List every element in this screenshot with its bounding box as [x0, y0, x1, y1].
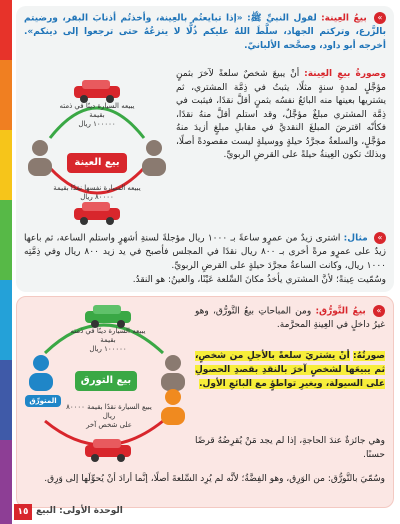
bullet-icon: »: [373, 305, 385, 317]
tawarruq-form-text: أنْ يشتريَ سلعةً بالأجلِ من شخصٍ، ثم يبيعَها لشخصٍ آخرَ بالنقدِ بقصدِ الحصولِ على السيولة، ويغيرِ تواطؤٍ مع البائعِ الأول.: [195, 351, 385, 389]
tawarruq-intro: ومن المباحاتِ بيعُ التَّورُّق، وهو غيرُ داخلٍ في العِينةِ المحرَّمة.: [195, 306, 385, 330]
inah-naming-paragraph: [24, 274, 386, 288]
car-icon: [74, 80, 120, 103]
tawarruq-form-paragraph: [195, 349, 385, 391]
inah-form-paragraph: [176, 68, 386, 163]
inah-title: بيعُ العِينة:: [321, 13, 367, 24]
tawarruq-naming: وسُمّيَ بالتَّورُّق: من الوَرِق، وهو الفِضَّةُ؛ لأنَّه لم يُرِد السِّلعةَ أصلًا، إنَّما أرادَ أنْ يُحوِّلَها إلى وَرِق.: [44, 474, 385, 484]
sidebar-band-purple: [0, 440, 12, 524]
sidebar-band-cyan: [0, 280, 12, 360]
inah-hadith: لقول النبيِّ ﷺ: «إذا تبايعتُم بالعِينة، وأخذتُم أذنابَ البقر، ورضيتم بالزَّرع، وتركتم الجهاد، سلَّطَ اللهُ عليكم ذُلًّا لا ينزعُهُ حتى ترجعوا إلى دينكم». أخرجه أبو داود، وصحَّحه الألبانيّ.: [24, 13, 386, 51]
sidebar-band-red: [0, 0, 12, 60]
inah-example-label: مثال:: [343, 233, 368, 244]
sidebar-band-green: [0, 200, 12, 280]
chapter-title: الوحدة الأولى: البيع: [36, 506, 123, 516]
inah-badge: بيع العينة: [67, 153, 127, 173]
tawarruq-intro-paragraph: [195, 305, 385, 333]
tawarruq-person-label: المتورِّق: [25, 395, 61, 407]
inah-example-text: اشترى زيدٌ من عمرٍو ساعةً بـ ١٠٠٠ ريال مؤجلةً لسنةِ أشهرٍ واستلم الساعة، ثم باعها زيدٌ على عمرٍو مرةً أخرى بـ ٨٠٠ ريال نقدًا في المجلس فأصبح في يد زيد ٨٠٠ ريال وفي ذِمَّتِه ١٠٠٠ ريال، وكانت الساعةُ مجرَّدَ حيلةٍ على القرضِ الربويِّ.: [24, 233, 387, 271]
inah-form-text: أنْ يبيعَ شخصٌ سلعةً لآخرَ بثمنٍ مؤجَّلٍ لمدةٍ سنةٍ مثلًا، يثبتُ في ذِمَّة المشتري، ثم يشتريها بعينها منه البائعُ نفسُه بثمنٍ أقلَّ نقدًا، فيثبت في ذِمَّة المشتري مبلغٌ مؤجَّلٌ، وقد استلم أقلَّ منهُ نقدًا، فكأنّه اقترضَ المبلغَ النقديَّ في مقابلِ مبلغٍ أزيدَ منهُ مؤجَّلٍ، والسلعةُ مجرَّدُ حيلةٍ ووسيلةٍ ليست مقصودةً أصلًا، وبذلك تكون العِينةُ حيلةً على القرضِ الربويِّ.: [176, 69, 386, 160]
inah-naming-text: وسُمّيت عِينةً؛ لأنَّ المشتري يأخذُ مكانَ السِّلعة عَيْنًا، والعينُ: هو النقدُ.: [132, 275, 386, 285]
tawarruq-bottom-label: يبيع السيارة نقدًا بقيمة ٨٠٠٠٠ ريال على شخص آخر: [66, 403, 152, 429]
person-icon: [29, 355, 53, 391]
inah-example-paragraph: [24, 232, 386, 273]
inah-form-title: وصورةُ بيعِ العِينة:: [304, 69, 386, 79]
person-icon: [142, 140, 166, 176]
section-inah-card: [16, 6, 394, 292]
person-icon: [161, 389, 185, 425]
color-sidebar: [0, 0, 12, 524]
bullet-icon: »: [374, 12, 386, 24]
tawarruq-ruling-paragraph: [195, 435, 385, 462]
page-content: [16, 6, 396, 506]
tawarruq-ruling: وهي جائزةٌ عندَ الحاجةِ، إذا لم يجد مَنْ يُقرِضُهُ قرضًا حسنًا.: [195, 436, 385, 460]
tawarruq-top-label: يبيعه السيارة دينًا في ذمته بقيمة ١٠٠٠٠٠ ريال: [70, 327, 146, 353]
tawarruq-title: بيعُ التَّورُّق:: [315, 306, 366, 317]
person-icon: [28, 140, 52, 176]
tawarruq-diagram: [23, 301, 193, 469]
inah-hadith-paragraph: [24, 12, 386, 53]
person-icon: [161, 355, 185, 391]
tawarruq-naming-paragraph: [23, 473, 385, 487]
inah-diagram-svg: [22, 68, 172, 228]
bullet-icon: »: [374, 232, 386, 244]
sidebar-band-blue: [0, 360, 12, 440]
car-icon: [74, 202, 120, 225]
inah-diagram: [22, 68, 172, 228]
sidebar-band-orange: [0, 60, 12, 130]
section-tawarruq-card: [16, 296, 394, 508]
page-footer: [14, 504, 134, 520]
inah-top-label: يبيعه السيارة دينًا في ذمته بقيمة ١٠٠٠٠٠ ريال: [59, 102, 135, 128]
sidebar-band-yellow: [0, 130, 12, 200]
page-number: ١٥: [14, 504, 32, 520]
tawarruq-badge: بيع التورق: [75, 371, 137, 391]
tawarruq-form-label: صورتُهُ:: [353, 351, 385, 361]
inah-bottom-label: يبيعه السيارة نفسها نقدًا بقيمة ٨٠٠٠٠ ريال: [53, 184, 141, 201]
